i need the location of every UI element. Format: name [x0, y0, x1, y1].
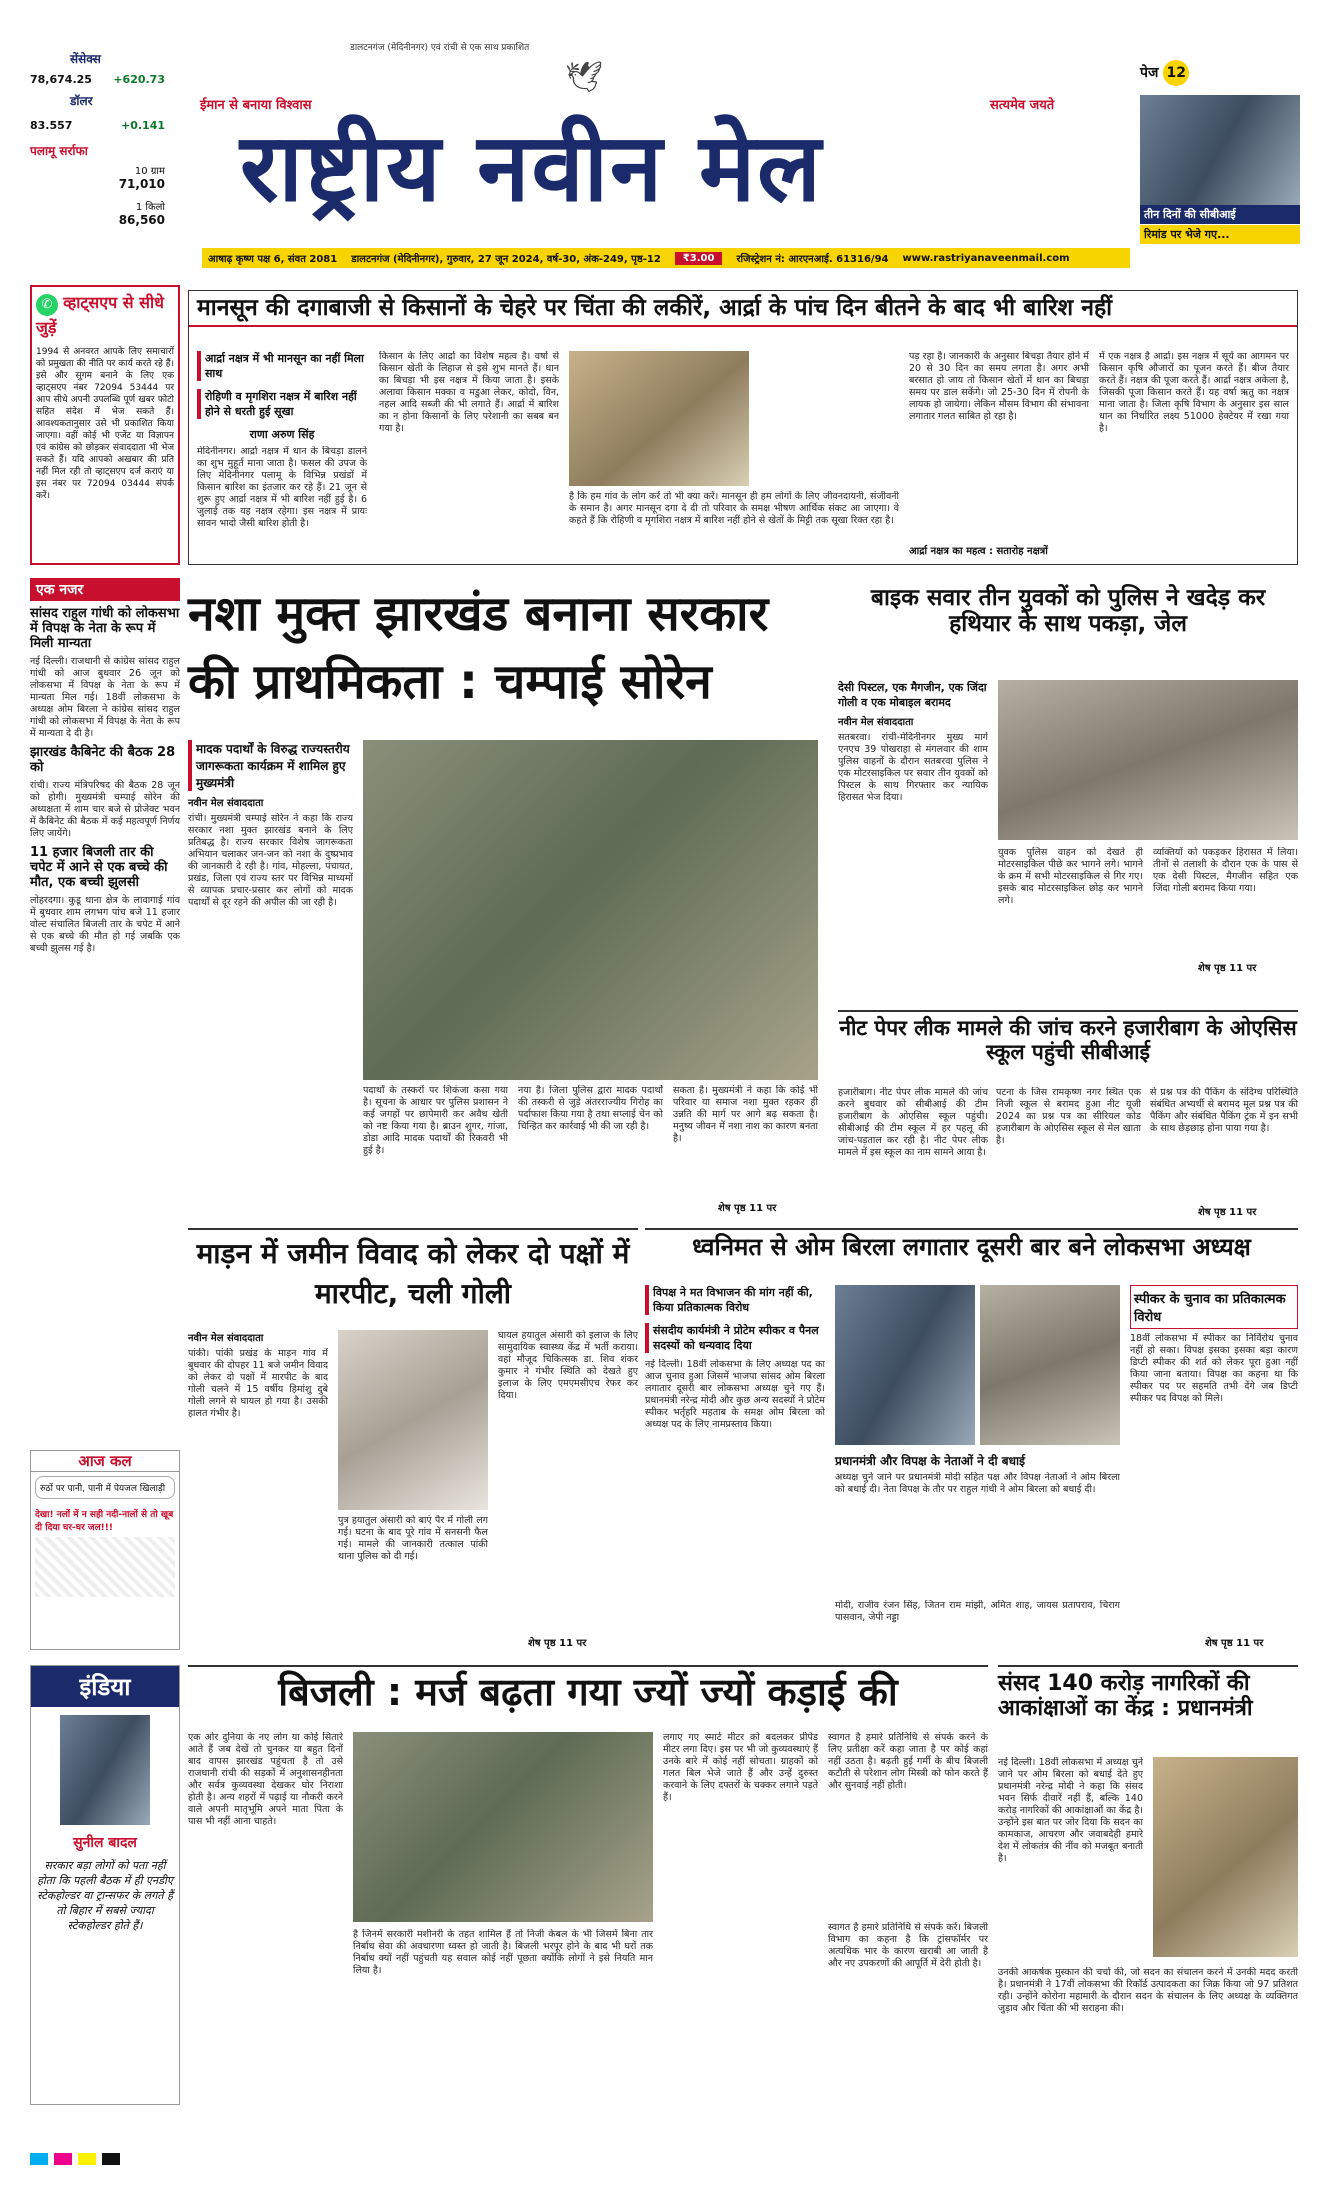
pm-story — [998, 1665, 1298, 2105]
gold-value: 71,010 — [118, 177, 165, 191]
side-caption-2: रिमांड पर भेजे गए... — [1140, 225, 1300, 244]
dateline-registration: रजिस्ट्रेशन नं: आरएनआई. 61316/94 — [736, 254, 889, 265]
lead-body-3: है कि हम गांव के लोग करें तो भी क्या करें। मानसून ही हम लोगों के लिए जीवनदायनी, संजीवनी के समान है। अगर मानसून दगा दे दी तो परिवार के समक्ष भीषण आर्थिक संकट आ जाएगा। वे कहते हैं कि रोहिणी व मृगशिरा नक्षत्र में बारिश नहीं होने से खेतों के मिट्टी तक सूखा रिक्त रहा है। — [569, 491, 899, 526]
om-bullet-2: संसदीय कार्यमंत्री ने प्रोटेम स्पीकर व पैनल सदस्यों को धन्यवाद दिया — [645, 1323, 825, 1353]
reg-mark-cyan — [30, 2153, 48, 2165]
leftcol-story3-head: 11 हजार बिजली तार की चपेट में आने से एक बच्चे की मौत, एक बच्ची झुलसी — [30, 844, 168, 890]
whatsapp-body: 1994 से अनवरत आपके लिए समाचारों को प्रमुखता की नीति पर कार्य करते रहे हैं। इसे और सुगम बनाने के लिए एक व्हाट्सएप नंबर 72094 53444 पर आप सीधे अपनी उपलब्धि पूर्ण खबर फोटो सहित संदेश में भेज सकते हैं। आवश्यकतानुसार उसे भी प्रकाशित किया जाएगा। वहीं कोई भी एजेंट या विज्ञापन एवं कांग्रेस को छोड़कर संवाददाता भी भेज सकते हैं। यदि आपको अखबार की प्रति नहीं मिल रही तो व्हाट्सएप दर्ज कराएं या इस नंबर पर 72094 03444 संपर्क करें। — [36, 347, 174, 501]
silver-unit: 1 किलो — [135, 202, 165, 213]
lead-story — [188, 290, 1298, 565]
registration-strip — [30, 2150, 1300, 2168]
whatsapp-title: ✆ व्हाट्सएप से सीधे जुड़ें — [32, 287, 178, 342]
om-side-head: स्पीकर के चुनाव का प्रतिकात्मक विरोध — [1130, 1285, 1298, 1329]
land-story — [188, 1228, 638, 1648]
om-bullet-1: विपक्ष ने मत विभाजन की मांग नहीं की, किया प्रतिकात्मक विरोध — [645, 1285, 825, 1315]
cm-photo — [363, 740, 818, 1080]
om-photo-2 — [980, 1285, 1120, 1445]
power-story — [188, 1665, 988, 2105]
dollar-change: +0.141 — [120, 119, 165, 132]
cm-body-4: सकता है। मुख्यमंत्री ने कहा कि कोई भी परिवार या समाज नशा मुक्त रहकर ही उन्नति की मार्ग पर आगे बढ़ सकता है। मनुष्य जीवन में नशा नाश का कारण बनता है। — [673, 1085, 818, 1144]
land-body-1: पांकी। पांकी प्रखंड के माड़न गांव में बुधवार की दोपहर 11 बजे जमीन विवाद को लेकर दो पक्षों में मारपीट के बाद गोली चलने में 15 वर्षीय हिमांशु दुबे गोली लगने से घायल हो गया है। उसकी हालत गंभीर है। — [188, 1348, 328, 1419]
power-body-1: एक ओर दुनिया के नए लोग या कोई सितारे आते हैं जब देखें तो चुनकर या बहुत दिनों बाद वापस झारखंड पहुंचता है तो उसे राजधानी रांची की सड़कों में अनुशासनहीनता और सर्वत्र कुव्यवस्था देखकर घोर निराशा होती है। अन्य शहरों में पढ़ाई या नौकरी करने वाले अपनी मातृभूमि अपने माता पिता के पास भी नहीं आना चाहते। — [188, 1732, 343, 1827]
bird-logo: 🕊 — [565, 60, 604, 95]
cm-story — [188, 580, 828, 1220]
bike-body-3: व्यक्तियों को पकड़कर हिरासत में लिया। तीनों से तलाशी के दौरान एक के पास से एक देसी पिस्टल, मैगजीन सहित एक जिंदा गोली बरामद किया गया। — [1153, 847, 1298, 894]
india-box — [30, 1665, 180, 2105]
cm-body-1: रांची। मुख्यमंत्री चम्पाई सोरेन ने कहा कि राज्य सरकार नशा मुक्त झारखंड बनाने के लिए प्रतिबद्ध है। राज्य सरकार विशेष जागरूकता अभियान चलाकर जन-जन को नशा के दुष्प्रभाव की जानकारी दे रही है। गांव, मोहल्ला, पंचायत, प्रखंड, जिला एवं राज्य स्तर पर विभिन्न माध्यमों से व्यापक प्रचार-प्रसार कर लोगों को मादक पदार्थों से दूर रहने की अपील की जा रही है। — [188, 813, 353, 908]
leftcol-story2-body: रांची। राज्य मंत्रिपरिषद की बैठक 28 जून को होगी। मुख्यमंत्री चम्पाई सोरेन की अध्यक्षता में शाम चार बजे से प्रोजेक्ट भवन में कैबिनेट की बैठक में कई महत्वपूर्ण निर्णय लिए जायेंगे। — [30, 779, 180, 839]
sensex-value: 78,674.25 — [30, 73, 92, 86]
leftcol-story1-body: नई दिल्ली। राजधानी से कांग्रेस सांसद राहुल गांधी को आज बुधवार 26 जून को लोकसभा में विपक्ष के नेता के रूप में मान्यता मिल गई। 18वीं लोकसभा के अध्यक्ष ओम बिरला ने कांग्रेस सांसद राहुल गांधी को लोकसभा में विपक्ष के नेता के रूप में मान्यता दे दी है। — [30, 655, 180, 739]
bike-body-1: सतबरवा। रांची-मेदिनीनगर मुख्य मार्ग एनएच 39 पोखराहा से मंगलवार की शाम पुलिस वाहनों के दौरान सतबरवा पुलिस ने एक मोटरसाइकिल पर सवार तीन युवकों को पिस्टल के साथ गिरफ्तार कर न्यायिक हिरासत भेज दिया। — [838, 732, 988, 803]
bike-byline: नवीन मेल संवाददाता — [838, 717, 914, 728]
bike-story — [838, 585, 1298, 1005]
tagline-left: ईमान से बनाया विश्वास — [200, 98, 312, 113]
neet-body-2: पटना के जिस रामकृष्ण नगर स्थित एक निजी स्कूल से बरामद हुआ नीट यूजी 2024 का प्रश्न पत्र का सीरियल कोड हजारीबाग के ओएसिस स्कूल से मेल खाता है। — [996, 1087, 1141, 1146]
lead-body-1: मेदिनीनगर। आर्द्रा नक्षत्र में धान के बिचड़ा डालने का शुभ मुहूर्त माना जाता है। फसल की उपज के लिए मेदिनीनगर पलामू के विभिन्न प्रखंडों में किसान बारिश का इंतजार कर रहे हैं। 21 जून से शुरू हुए आर्द्रा नक्षत्र में भी बारिश नहीं हुई है। 6 जुलाई तक यह नक्षत्र रहेगा। इस नक्षत्र में प्रायः सावन भादो जैसी बारिश होती है। — [197, 446, 367, 529]
cartoon-line2: देखा! नलों में न सही नदी-नालों से तो खूब दी दिया घर-घर जल!!! — [35, 1510, 174, 1533]
om-caption-body: अध्यक्ष चुने जाने पर प्रधानमंत्री मोदी सहित पक्ष और विपक्ष नेताओं ने ओम बिरला को बधाई दी। नेता विपक्ष के तौर पर राहुल गांधी ने ओम बिरला को बधाई दी। — [835, 1472, 1120, 1495]
lead-byline: राणा अरुण सिंह — [249, 428, 315, 441]
top-note: डालटनगंज (मेदिनीनगर) एवं रांची से एक साथ प्रकाशित — [350, 43, 530, 53]
cm-see-more[interactable]: शेष पृष्ठ 11 पर — [718, 1203, 777, 1214]
india-label: इंडिया — [31, 1666, 179, 1707]
cm-body-2: पदार्थों के तस्करों पर शिकंजा कसा गया है। सूचना के आधार पर पुलिस प्रशासन ने कई जगहों पर छापेमारी कर अवैध खेती को नष्ट किया गया है। ब्राउन शुगर, गांजा, डोडा आदि मादक पदार्थों की रिकवरी भी हुई है। — [363, 1085, 508, 1156]
om-story — [645, 1228, 1298, 1648]
leftcol-story3-body: लोहरदगा। कुडू थाना क्षेत्र के लावागाई गांव में बुधवार शाम लगभग पांच बजे 11 हजार वोल्ट संचालित बिजली तार के चपेट में आने से एक बच्चे की मौत हो गई जबकि एक बच्ची झुलस गई है। — [30, 894, 180, 954]
dollar-label: डॉलर — [70, 94, 93, 108]
lead-body-4: पड़ रहा है। जानकारी के अनुसार बिचड़ा तैयार होने में 20 से 30 दिन का समय लगता है। अगर अभी बरसात हो जाय तो किसान खेतों में धान का बिचड़ा समय पर डाल सकेंगे। जो 25-30 दिन में रोपनी के लायक हो जायेगा। लेकिन मौसम विभाग की संभावना लगातार गलत साबित हो रहा है। — [909, 351, 1089, 422]
bike-photo — [998, 680, 1298, 840]
sensex-label: सेंसेक्स — [70, 52, 101, 66]
pm-body-1: नई दिल्ली। 18वीं लोकसभा में अध्यक्ष चुने जाने पर ओम बिरला को बधाई देते हुए प्रधानमंत्री नरेन्द्र मोदी ने कहा कि संसद भवन सिर्फ दीवारें नहीं हैं, बल्कि 140 करोड़ नागरिकों की आकांक्षाओं का केंद्र है। उन्होंने इस बात पर जोर दिया कि सदन का कामकाज, आचरण और जवाबदेही हमारे देश में लोकतंत्र की नींव को मजबूत बनाती है। — [998, 1757, 1143, 1864]
lead-bullet-1: आर्द्रा नक्षत्र में भी मानसून का नहीं मिला साथ — [197, 351, 367, 381]
land-photo — [338, 1330, 488, 1510]
neet-story — [838, 1010, 1298, 1220]
power-body-2: है जिनमें सरकारी मशीनरी के तहत शामिल हैं तो निजी केबल के भी जिसमें बिना तार निर्बाध सेवा की अवधारणा ध्वस्त हो जाती है। बिजली भरपूर होने के बाद भी घरों तक निर्बाध क्यों नहीं पहुंचती यह सवाल कोई नहीं पूछता क्योंकि लोगों ने इसे नियति मान लिया है। — [353, 1929, 653, 1976]
reg-mark-magenta — [54, 2153, 72, 2165]
om-photo-caption: प्रधानमंत्री और विपक्ष के नेताओं ने दी बधाई — [835, 1454, 1025, 1468]
power-body-4: स्वागत है हमारे प्रतिनिधि से संपर्क करने के लिए प्रतीक्षा करें कहा जाता है पर कोई कहां नहीं उठता है। बढ़ती हुई गर्मी के बीच बिजली कटौती से परेशान लोग मिस्त्री को फोन करते हैं और सुनवाई नहीं होती। — [828, 1732, 988, 1791]
dateline-website[interactable]: www.rastriyanaveenmail.com — [902, 252, 1070, 264]
lead-bullet-2: रोहिणी व मृगशिरा नक्षत्र में बारिश नहीं होने से धरती हुई सूखा — [197, 389, 367, 419]
pm-photo — [1153, 1757, 1298, 1957]
pm-body-2: उनकी आकर्षक मुस्कान की चर्चा की, जो सदन का संचालन करने में उनकी मदद करती है। प्रधानमंत्री ने 17वीं लोकसभा की रिकॉर्ड उत्पादकता का जिक्र किया जो 97 प्रतिशत रही। उन्होंने कोरोना महामारी के दौरान सदन के संचालन के लिए अध्यक्ष के व्यक्तिगत जुड़ाव और चिंता की भी सराहना की। — [998, 1967, 1298, 2014]
bike-see-more[interactable]: शेष पृष्ठ 11 पर — [1198, 963, 1257, 974]
ek-nazar-label: एक नजर — [30, 578, 180, 601]
dateline-samvat: आषाढ़ कृष्ण पक्ष 6, संवत 2081 — [208, 254, 338, 265]
page-badge — [1140, 60, 1189, 86]
lead-sub: आर्द्रा नक्षत्र का महत्व : सतारोह नक्षत्रों — [909, 546, 1048, 557]
neet-body-1: हजारीबाग। नीट पेपर लीक मामले की जांच करने बुधवार को सीबीआई की टीम हजारीबाग के ओएसिस स्कूल पहुंची। सीबीआई की टीम स्कूल में हर पहलू की जांच-पड़ताल कर रही है। नीट पेपर लीक मामले में इस स्कूल का नाम सामने आया है। — [838, 1087, 988, 1158]
india-portrait — [60, 1715, 150, 1825]
gold-unit: 10 ग्राम — [134, 166, 165, 177]
side-caption: तीन दिनों की सीबीआई — [1140, 205, 1300, 224]
silver-value: 86,560 — [118, 213, 165, 227]
land-byline: नवीन मेल संवाददाता — [188, 1333, 264, 1344]
reg-mark-black — [102, 2153, 120, 2165]
reg-mark-yellow — [78, 2153, 96, 2165]
india-quote: सरकार बड़ा लोगों को पता नहीं होता कि पहली बैठक में ही एनडीए स्टेकहोल्डर वा ट्रान्सफर के लगते हैं तो बिहार में सबसे ज्यादा स्टेकहोल्डर होते हैं। — [37, 1859, 173, 1932]
om-see-more[interactable]: शेष पृष्ठ 11 पर — [1205, 1638, 1264, 1649]
land-see-more[interactable]: शेष पृष्ठ 11 पर — [528, 1638, 587, 1649]
land-headline: माड़न में जमीन विवाद को लेकर दो पक्षों में मारपीट, चली गोली — [196, 1237, 630, 1310]
page-label: पेज — [1140, 65, 1159, 81]
lead-photo — [569, 351, 749, 486]
tagline-right: सत्यमेव जयते — [990, 98, 1055, 113]
power-body-5: स्वागत है हमारे प्रतिनिधि से संपर्क करें। बिजली विभाग का कहना है कि ट्रांसफॉर्मर पर अत्यधिक भार के कारण खराबी आ जाती है और नए उपकरणों की आपूर्ति में देरी होती है। — [828, 1922, 988, 1969]
dollar-value: 83.557 — [30, 119, 73, 132]
masthead — [30, 40, 1300, 265]
left-column — [30, 578, 180, 1438]
lead-body-2: किसान के लिए आर्द्रा का विशेष महत्व है। वर्षा से किसान खेती के लिहाज से इसे शुभ मानते हैं। धान का बिचड़ा भी इस नक्षत्र में किया जाता है। इसके अलावा किसान मक्का व मडुआ लेकर, कोदो, विन, नहल आदि सब्जी की भी लगाते हैं। आर्द्रा में बारिश का न होना किसानों के लिए परेशानी का सबब बन गया है। — [379, 351, 559, 434]
whatsapp-icon: ✆ — [36, 294, 58, 316]
om-names: मोदी, राजीव रंजन सिंह, जितन राम मांझी, अमित शाह, जायस प्रतापराव, चिराग पासवान, जेपी नड्डा — [835, 1600, 1120, 1623]
dateline-price: ₹3.00 — [675, 252, 723, 265]
metals-label: पलामू सर्राफा — [30, 144, 88, 158]
power-photo — [353, 1732, 653, 1922]
page-number: 12 — [1163, 60, 1189, 86]
cartoon-line1: रुठों पर पानी, पानी में पेयजल खिलाड़ी — [35, 1476, 175, 1499]
masthead-portrait — [1140, 95, 1300, 205]
cartoon-drawing — [35, 1537, 175, 1597]
om-headline: ध्वनिमत से ओम बिरला लगातार दूसरी बार बने लोकसभा अध्यक्ष — [692, 1233, 1251, 1261]
om-side-body: 18वीं लोकसभा में स्पीकर का निर्विरोध चुनाव नहीं हो सका। विपक्ष इसका इसका बड़ा कारण डिप्टी स्पीकर की शर्त को लेकर पूरा हुआ नहीं किया जाना बताया। विपक्ष का कहना था कि स्पीकर पद पर सहमति तभी देंगे जब डिप्टी स्पीकर पद विपक्ष को मिले। — [1130, 1333, 1298, 1404]
pm-headline: संसद 140 करोड़ नागरिकों की आकांक्षाओं का केंद्र : प्रधानमंत्री — [998, 1671, 1253, 1722]
bike-body-2: युवक पुलिस वाहन को देखते ही मोटरसाइकिल पीछे कर भागने लगे। भागने के क्रम में सभी मोटरसाइकिल से गिर गए। इसके बाद मोटरसाइकिल छोड़ कर भागने लगे। — [998, 847, 1143, 906]
paper-title: राष्ट्रीय नवीन मेल — [240, 114, 823, 223]
whatsapp-box — [30, 285, 180, 565]
market-box — [30, 50, 165, 280]
cartoon-box — [30, 1450, 180, 1650]
dateline-city-date: डालटनगंज (मेदिनीनगर), गुरुवार, 27 जून 2024, वर्ष-30, अंक-249, पृष्ठ-12 — [351, 254, 661, 265]
lead-headline: मानसून की दगाबाजी से किसानों के चेहरे पर चिंता की लकीरें, आर्द्रा के पांच दिन बीतने के बाद भी बारिश नहीं — [189, 291, 1297, 327]
leftcol-story1-head: सांसद राहुल गांधी को लोकसभा में विपक्ष के नेता के रूप में मिली मान्यता — [30, 606, 180, 651]
neet-body-3: से प्रश्न पत्र की पैकिंग के संदिग्ध परिस्थिति संबंधित अभ्यर्थी से बरामद मूल प्रश्न पत्र की पैकिंग और संबंधित पैकिंग ट्रंक में इन सभी के साथ छेड़छाड़ होना पाया गया है। — [1150, 1087, 1298, 1134]
land-body-2: पुत्र हयातुल अंसारी को बाएं पैर में गोली लग गई। घटना के बाद पूरे गांव में सनसनी फैल गई। मामले की जानकारी तत्काल पांकी थाना पुलिस को दी गई। — [338, 1515, 488, 1562]
bike-headline: बाइक सवार तीन युवकों को पुलिस ने खदेड़ कर हथियार के साथ पकड़ा, जेल — [870, 585, 1266, 638]
cm-byline: नवीन मेल संवाददाता — [188, 798, 264, 809]
dateline-bar — [202, 248, 1130, 268]
neet-headline: नीट पेपर लीक मामले की जांच करने हजारीबाग के ओएसिस स्कूल पहुंची सीबीआई — [839, 1016, 1297, 1065]
bike-sub: देसी पिस्टल, एक मैगजीन, एक जिंदा गोली व एक मोबाइल बरामद — [838, 681, 987, 709]
lead-body-5: में एक नक्षत्र है आर्द्रा। इस नक्षत्र में सूर्य का आगमन पर किसान कृषि औजारों का पूजन करते हैं। बीज तैयार करते हैं। नक्षत्र की पूजा करते हैं। आर्द्रा नक्षत्र अकेला है, जिसकी पूजा किसान करते हैं। यह वर्षा ऋतु का नक्षत्र माना जाता है। जिला कृषि विभाग के अनुसार इस साल धान का निर्धारित लक्ष्य 51000 हेक्टेयर में रखा गया है। — [1099, 351, 1289, 434]
leftcol-story2-head: झारखंड कैबिनेट की बैठक 28 को — [30, 744, 176, 775]
cm-body-3: नया है। जिला पुलिस द्वारा मादक पदार्थों की तस्करी से जुड़े अंतरराज्यीय गिरोह का पर्दाफाश किया गया है तथा सप्लाई चेन को चिन्हित कर कार्रवाई भी की जा रही है। — [518, 1085, 663, 1132]
neet-see-more[interactable]: शेष पृष्ठ 11 पर — [1198, 1207, 1257, 1218]
power-body-3: लगाए गए स्मार्ट मीटर को बदलकर प्रीपेड मीटर लगा दिए। इस पर भी जो कुव्यवस्थाएं हैं उनके बारे में कोई नहीं सोचता। ग्राहकों को गलत बिल भेजे जाते हैं और उन्हें दुरुस्त करवाने के लिए दफ्तरों के चक्कर लगाने पड़ते हैं। — [663, 1732, 818, 1803]
india-name: सुनील बादल — [73, 1835, 137, 1851]
om-photo-1 — [835, 1285, 975, 1445]
cm-headline: नशा मुक्त झारखंड बनाना सरकार की प्राथमिकता : चम्पाई सोरेन — [188, 586, 769, 710]
land-body-3: घायल हयातुल अंसारी को इलाज के लिए सामुदायिक स्वास्थ्य केंद्र में भर्ती कराया। वहां मौजूद चिकित्सक डा. शिव शंकर कुमार ने गंभीर स्थिति को देखते हुए इलाज के लिए एमएमसीएच रेफर कर दिया। — [498, 1330, 638, 1401]
power-headline: बिजली : मर्ज बढ़ता गया ज्यों ज्यों कड़ाई की — [278, 1670, 898, 1714]
cartoon-title: आज कल — [31, 1451, 179, 1472]
om-body-1: नई दिल्ली। 18वीं लोकसभा के लिए अध्यक्ष पद का आज चुनाव हुआ जिसमें भाजपा सांसद ओम बिरला लगातार दूसरी बार लोकसभा अध्यक्ष चुने गए हैं। प्रधानमंत्री नरेन्द्र मोदी और कुछ अन्य सदस्यों ने प्रोटेम स्पीकर भर्तृहरि महताब के समक्ष ओम बिरला को अध्यक्ष पद के लिए नामप्रस्ताव किया। — [645, 1359, 825, 1430]
sensex-change: +620.73 — [113, 73, 165, 86]
cm-sub: मादक पदार्थों के विरुद्ध राज्यस्तरीय जागरूकता कार्यक्रम में शामिल हुए मुख्यमंत्री — [188, 740, 353, 791]
